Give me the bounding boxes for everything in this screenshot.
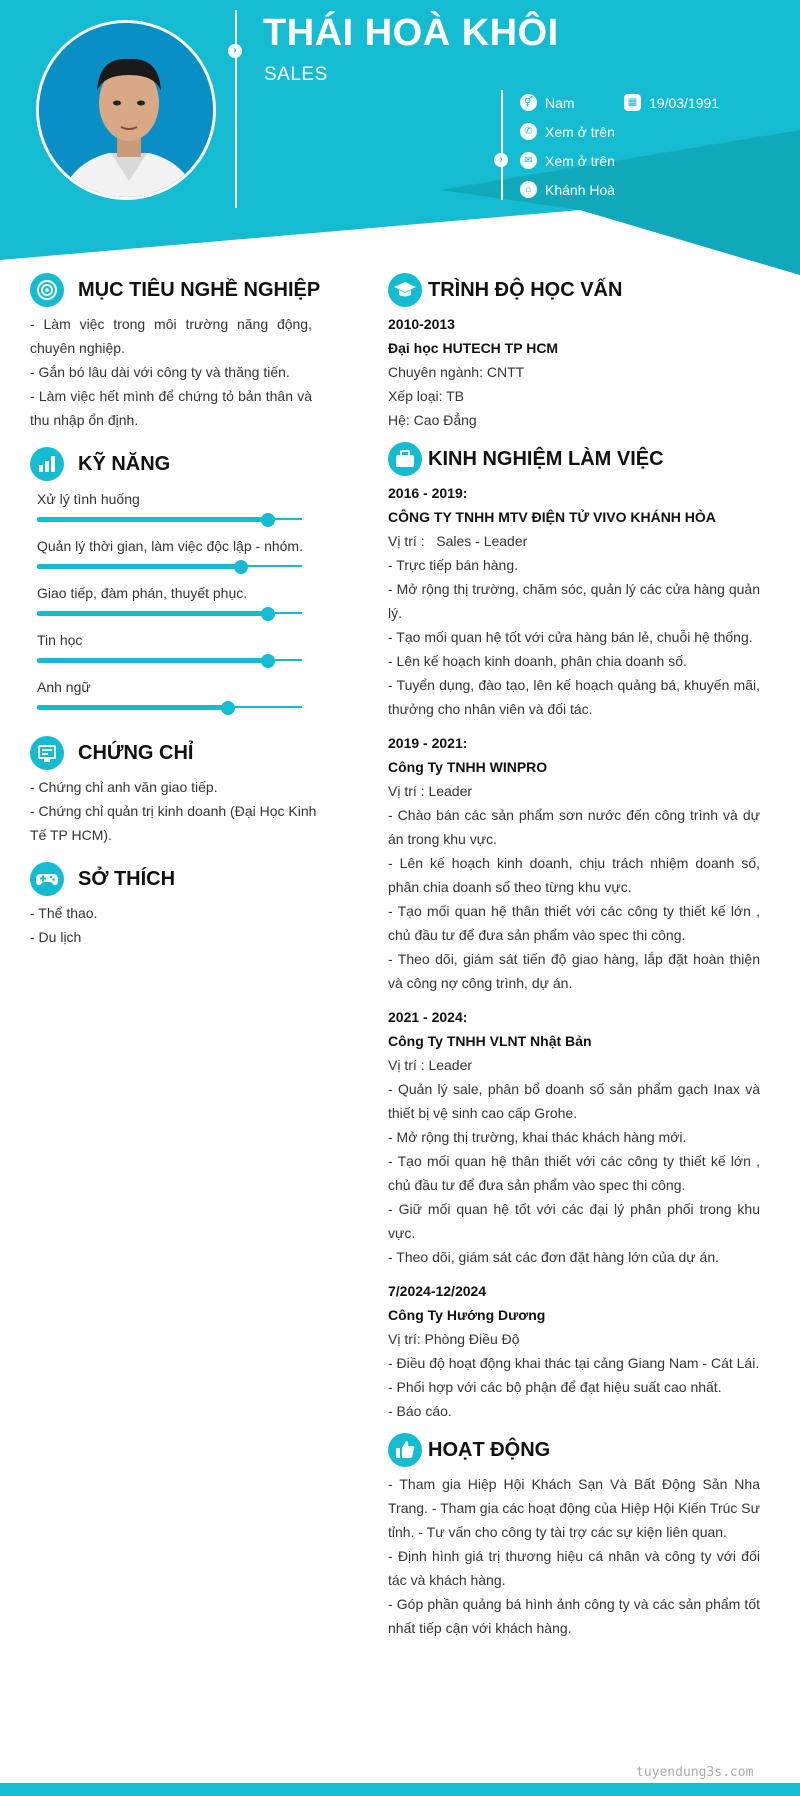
list-item: - Du lịch (30, 929, 82, 945)
skill-level-knob (221, 701, 235, 715)
list-item: - Chứng chỉ quản trị kinh doanh (Đại Học Kinh Tế TP HCM). (30, 803, 317, 843)
job-company: CÔNG TY TNHH MTV ĐIỆN TỬ VIVO KHÁNH HÒA (388, 509, 716, 525)
job-duty: - Tạo mối quan hệ tốt với cửa hàng bán lẻ, chuỗi hệ thống. (388, 629, 753, 645)
list-item: - Làm việc trong môi trường năng động, chuyên nghiệp. (30, 316, 312, 356)
list-item: - Góp phần quảng bá hình ảnh công ty và các sản phẩm tốt nhất tiếp cận với khách hàng. (388, 1596, 760, 1636)
section-hobbies-heading (30, 862, 175, 896)
home-icon: ⌂ (520, 181, 537, 198)
thumbs-up-icon (388, 1433, 422, 1467)
list-item: - Chứng chỉ anh văn giao tiếp. (30, 779, 218, 795)
education-school: Đại học HUTECH TP HCM (388, 340, 559, 356)
skill-label: Quản lý thời gian, làm việc độc lập - nhóm. (37, 538, 303, 554)
contact-divider (501, 90, 503, 200)
job-company: Công Ty TNHH WINPRO (388, 759, 548, 775)
job-period: 2021 - 2024: (388, 1009, 468, 1025)
section-activities-heading (388, 1433, 550, 1467)
avatar (36, 20, 216, 200)
objective-title: MỤC TIÊU NGHỀ NGHIỆP (78, 278, 321, 301)
birthday-value: 19/03/1991 (649, 94, 720, 111)
contact-address (520, 181, 615, 198)
education-major: Chuyên ngành: CNTT (388, 364, 525, 380)
briefcase-icon (388, 442, 422, 476)
skill-level-bar (37, 705, 228, 710)
skill-level-knob (234, 560, 248, 574)
gamepad-icon (30, 862, 64, 896)
job-duty: - Tuyển dụng, đào tạo, lên kế hoạch quảng bá, khuyến mãi, thưởng cho nhân viên và đối tác. (388, 677, 760, 717)
job-position: Vị trí: Phòng Điều Độ (388, 1331, 520, 1347)
email-value: Xem ở trên (545, 152, 615, 169)
job-position: Vị trí : Leader (388, 1057, 473, 1073)
email-icon: ✉ (520, 152, 537, 169)
job-duty: - Mở rộng thị trường, chăm sóc, quản lý các cửa hàng quản lý. (388, 581, 760, 621)
contact-email (520, 152, 615, 169)
job-position: Vị trí : Leader (388, 783, 473, 799)
list-item: - Gắn bó lâu dài với công ty và thăng tiến. (30, 364, 290, 380)
candidate-name: THÁI HOÀ KHÔI (263, 12, 559, 54)
education-system: Hệ: Cao Đẳng (388, 412, 477, 428)
calendar-icon: ▦ (624, 94, 641, 111)
header (0, 0, 800, 280)
watermark: tuyendung3s.com (636, 1765, 754, 1780)
list-item: - Tham gia Hiệp Hội Khách Sạn Và Bất Động Sản Nha Trang. - Tham gia các hoạt động của Hiệp Hội Kiến Trúc Sư tỉnh. - Tư vấn cho công ty tài trợ các sự kiện liên quan. (388, 1476, 761, 1540)
activities-list (388, 1472, 760, 1640)
skill-level-knob (261, 654, 275, 668)
job-duty: - Phối hợp với các bộ phận để đạt hiệu suất cao nhất. (388, 1379, 722, 1395)
skill-level-knob (261, 607, 275, 621)
skill-level-bar (37, 517, 268, 522)
chevron-right-icon: › (228, 44, 242, 58)
job-entry (388, 1279, 760, 1423)
job-duty: - Tạo mối quan hệ thân thiết với các công ty thiết kế lớn , chủ đầu tư để đưa sản phẩm vào spec thi công. (388, 1153, 760, 1193)
education-period: 2010-2013 (388, 316, 455, 332)
job-duty: - Tạo mối quan hệ thân thiết với các công ty thiết kế lớn , chủ đầu tư để đưa sản phẩm vào spec thi công. (388, 903, 760, 943)
education-title: TRÌNH ĐỘ HỌC VẤN (428, 278, 623, 301)
candidate-title: SALES (264, 64, 328, 85)
list-item: - Làm việc hết mình để chứng tỏ bản thân và thu nhập ổn định. (30, 388, 312, 428)
activities-title: HOẠT ĐỘNG (428, 1438, 551, 1461)
job-period: 2016 - 2019: (388, 485, 468, 501)
job-period: 2019 - 2021: (388, 735, 468, 751)
job-duty: - Điều độ hoạt động khai thác tại cảng Giang Nam - Cát Lái. (388, 1355, 760, 1371)
section-certificates-heading (30, 736, 193, 770)
section-objective-heading (30, 273, 320, 307)
job-duty: - Theo dõi, giám sát tiến độ giao hàng, lắp đặt hoàn thiện và công nợ công trình, dự án. (388, 951, 760, 991)
experience-title: KINH NGHIỆM LÀM VIỆC (428, 447, 664, 470)
address-value: Khánh Hoà (545, 181, 616, 198)
phone-icon: ✆ (520, 123, 537, 140)
phone-value: Xem ở trên (545, 123, 615, 140)
gender-icon: ⚥ (520, 94, 537, 111)
footer-bar (0, 1783, 800, 1796)
profile-photo (39, 23, 216, 200)
header-divider (235, 10, 237, 208)
skill-level-knob (261, 513, 275, 527)
skill-level-bar (37, 611, 268, 616)
certificates-title: CHỨNG CHỈ (78, 741, 194, 764)
list-item: - Định hình giá trị thương hiệu cá nhân và công ty với đối tác và khách hàng. (388, 1548, 760, 1588)
job-entry (388, 1005, 760, 1269)
job-position: Vị trí : Sales - Leader (388, 533, 528, 549)
list-item: - Thể thao. (30, 905, 98, 921)
job-duty: - Giữ mối quan hệ tốt với các đại lý phân phối trong khu vực. (388, 1201, 760, 1241)
certificate-icon (30, 736, 64, 770)
job-period: 7/2024-12/2024 (388, 1283, 487, 1299)
hobbies-title: SỞ THÍCH (78, 867, 176, 890)
contact-birthday (624, 94, 719, 111)
skill-level-bar (37, 564, 241, 569)
hobbies-list (30, 901, 310, 949)
job-duty: - Lên kế hoạch kinh doanh, chịu trách nhiệm doanh số, phân chia doanh số theo từng khu vực. (388, 855, 760, 895)
objective-list (30, 312, 312, 432)
gender-value: Nam (545, 94, 575, 111)
education-rank: Xếp loại: TB (388, 388, 465, 404)
skill-label: Xử lý tình huống (37, 491, 140, 507)
contact-gender (520, 94, 575, 111)
job-entry (388, 481, 760, 721)
job-duty: - Trực tiếp bán hàng. (388, 557, 518, 573)
skill-label: Tin học (37, 632, 83, 648)
job-duty: - Chào bán các sản phẩm sơn nước đến công trình và dự án trong khu vực. (388, 807, 760, 847)
graduation-cap-icon (388, 273, 422, 307)
target-icon (30, 273, 64, 307)
section-education-heading (388, 273, 622, 307)
job-company: Công Ty TNHH VLNT Nhật Bản (388, 1033, 592, 1049)
education-block (388, 312, 760, 432)
contact-phone (520, 123, 615, 140)
bar-chart-icon (30, 447, 64, 481)
skill-label: Giao tiếp, đàm phán, thuyết phục. (37, 585, 248, 601)
job-entry (388, 731, 760, 995)
job-duty: - Báo cáo. (388, 1403, 452, 1419)
job-duty: - Theo dõi, giám sát các đơn đặt hàng lớn của dự án. (388, 1249, 720, 1265)
skill-label: Anh ngữ (37, 679, 91, 695)
skills-title: KỸ NĂNG (78, 452, 171, 475)
section-experience-heading (388, 442, 664, 476)
job-duty: - Quản lý sale, phân bổ doanh số sản phẩm gạch Inax và thiết bị vệ sinh cao cấp Grohe. (388, 1081, 760, 1121)
job-duty: - Lên kế hoạch kinh doanh, phân chia doanh số. (388, 653, 687, 669)
chevron-right-icon: › (494, 153, 508, 167)
job-duty: - Mở rộng thị trường, khai thác khách hàng mới. (388, 1129, 687, 1145)
skill-level-bar (37, 658, 268, 663)
job-company: Công Ty Hướng Dương (388, 1307, 546, 1323)
certificates-list (30, 775, 320, 847)
section-skills-heading (30, 447, 170, 481)
